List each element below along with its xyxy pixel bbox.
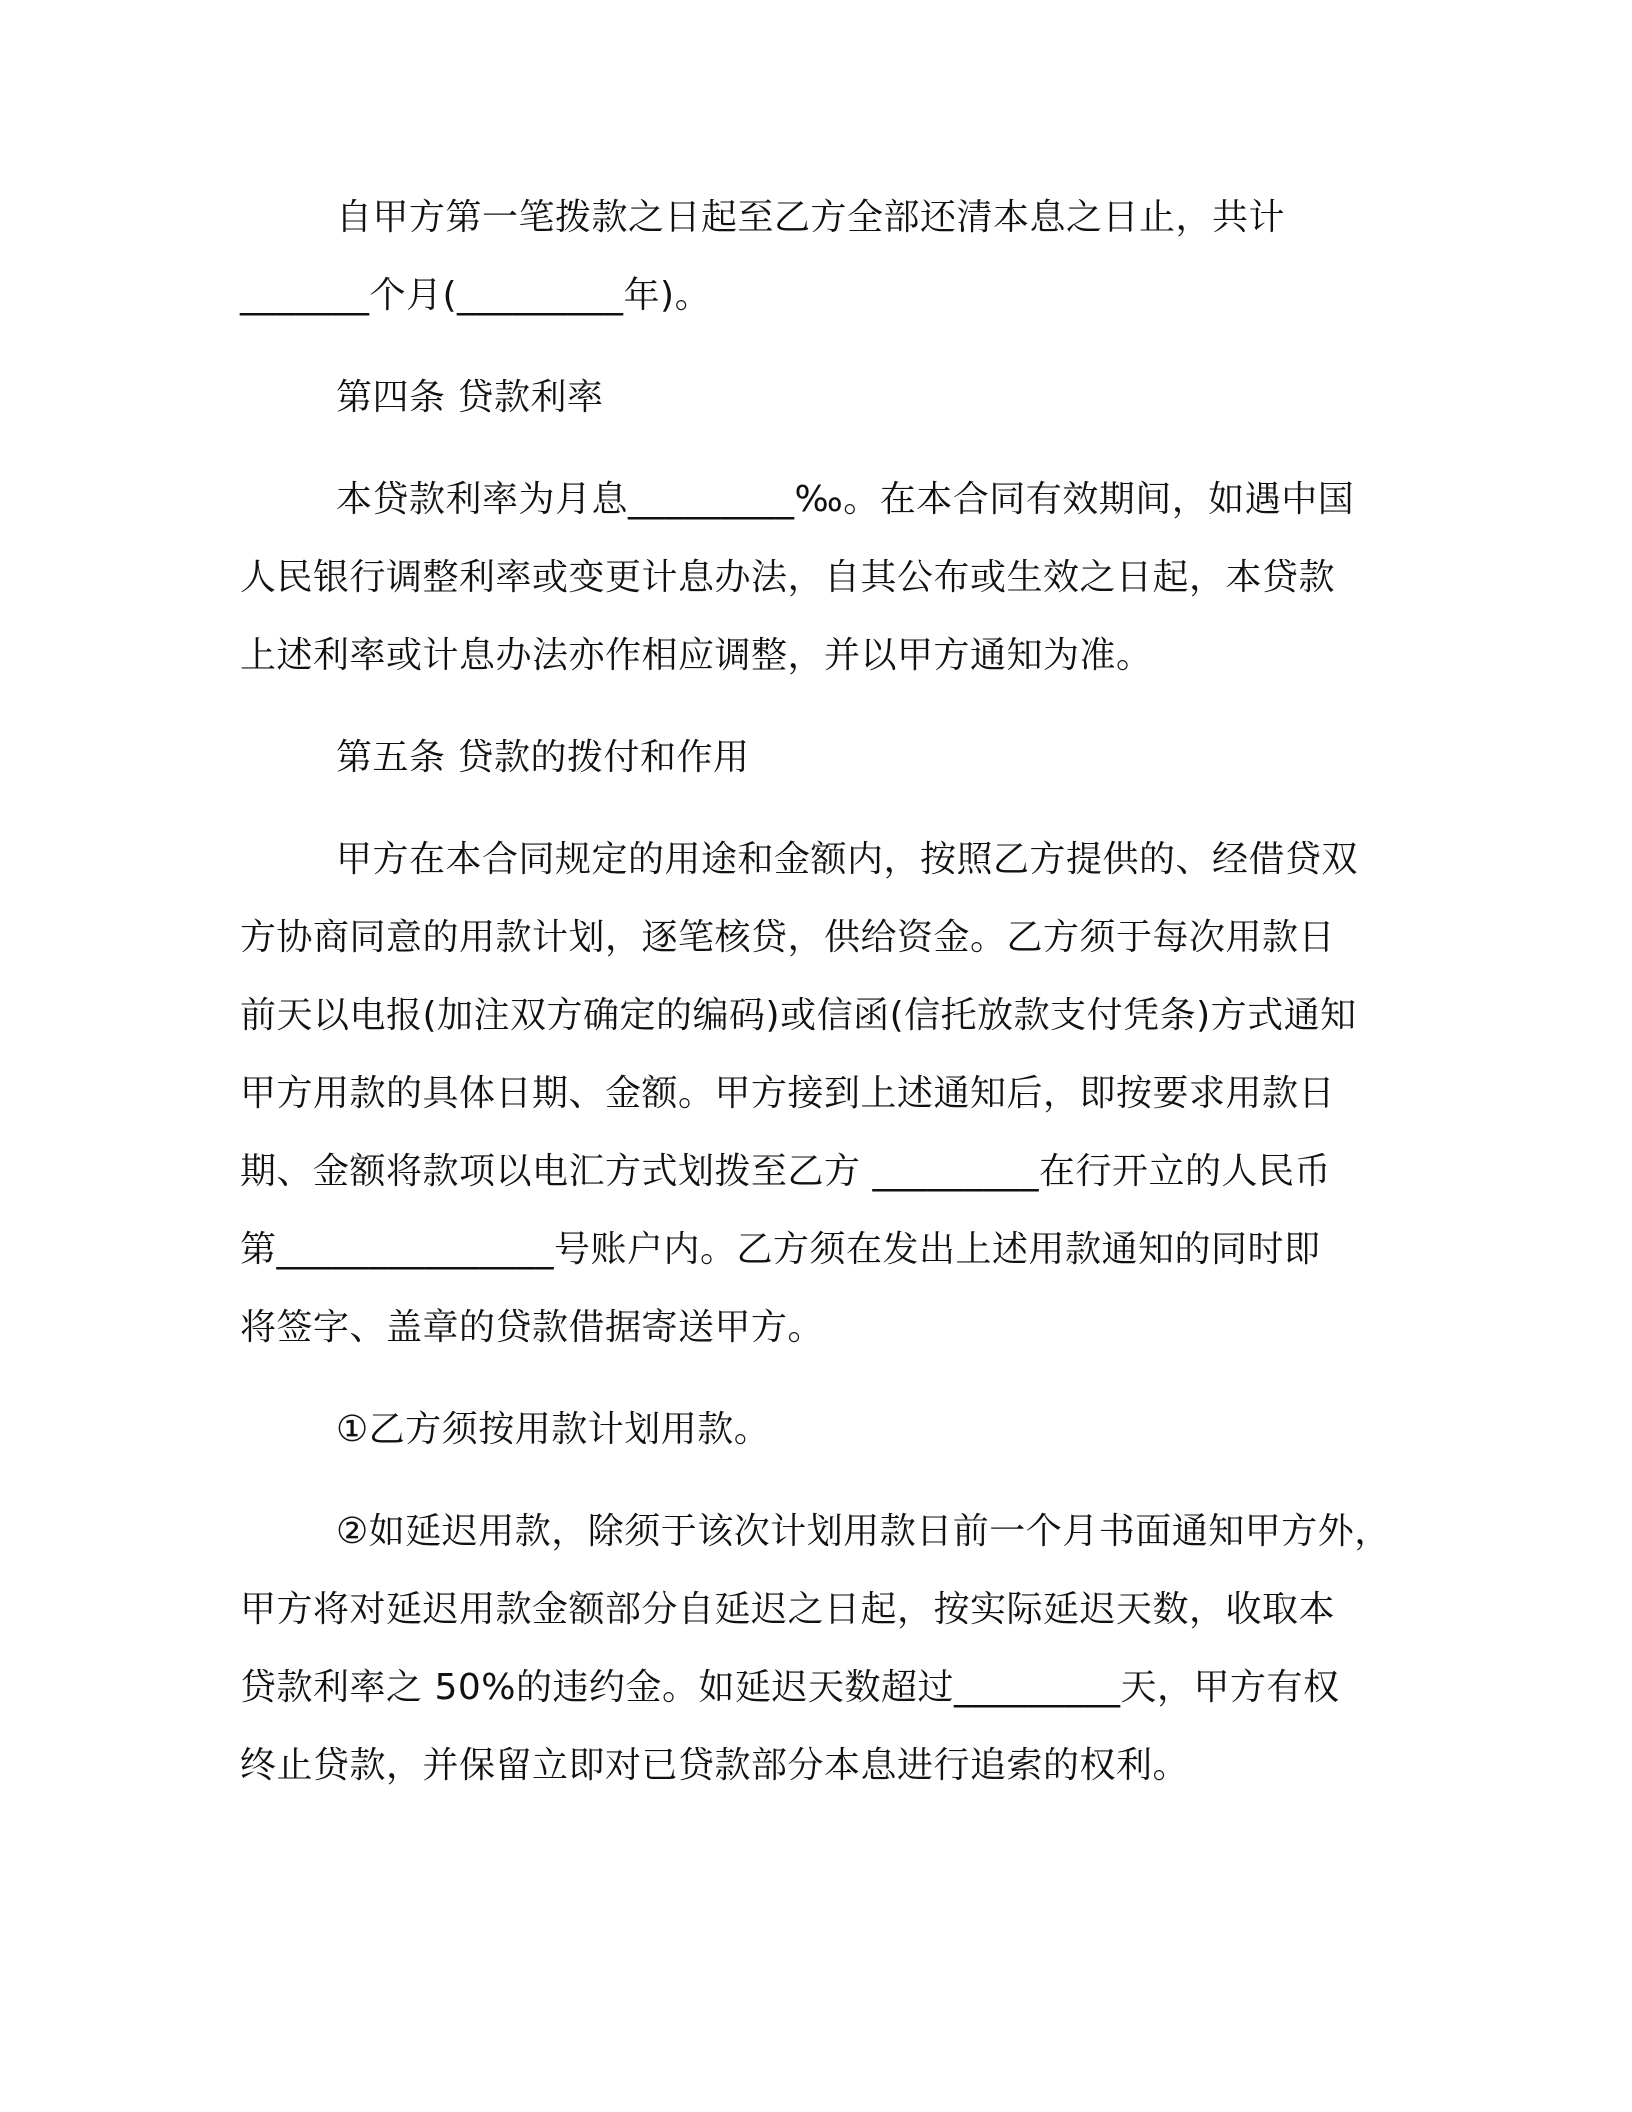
text-line-disbursement-1: 甲方在本合同规定的用途和金额内，按照乙方提供的、经借贷双 [336,839,1359,880]
clause-1-text: ①乙方须按用款计划用款。 [336,1409,771,1450]
text-line-disbursement-4: 甲方用款的具体日期、金额。甲方接到上述通知后，即按要求用款日 [240,1073,1336,1114]
text-line-term: 自甲方第一笔拨款之日起至乙方全部还清本息之日止，共计 [336,197,1286,238]
text-line-disbursement-7: 将签字、盖章的贷款借据寄送甲方。 [240,1307,825,1348]
text-line-disbursement-6: 第_______________号账户内。乙方须在发出上述用款通知的同时即 [240,1229,1321,1270]
text-line-disbursement-5: 期、金额将款项以电汇方式划拨至乙方 _________在行开立的人民币 [240,1151,1331,1192]
clause-2-text-3: 贷款利率之 50%的违约金。如延迟天数超过_________天，甲方有权 [240,1667,1340,1708]
clause-2-text-1: ②如延迟用款，除须于该次计划用款日前一个月书面通知甲方外， [336,1511,1391,1552]
clause-2-text-4: 终止贷款，并保留立即对已贷款部分本息进行追索的权利。 [240,1745,1190,1786]
text-line-interest-3: 上述利率或计息办法亦作相应调整，并以甲方通知为准。 [240,635,1153,676]
article-4-heading: 第四条 贷款利率 [336,377,604,418]
text-line-disbursement-2: 方协商同意的用款计划，逐笔核贷，供给资金。乙方须于每次用款日 [240,917,1336,958]
text-line-disbursement-3: 前天以电报(加注双方确定的编码)或信函(信托放款支付凭条)方式通知 [240,995,1357,1036]
text-line-interest-2: 人民银行调整利率或变更计息办法，自其公布或生效之日起，本贷款 [240,557,1336,598]
text-line-term-blanks: _______个月(_________年)。 [240,275,712,316]
text-line-interest-1: 本贷款利率为月息_________‰。在本合同有效期间，如遇中国 [336,479,1355,520]
clause-2-text-2: 甲方将对延迟用款金额部分自延迟之日起，按实际延迟天数，收取本 [240,1589,1336,1630]
article-5-heading: 第五条 贷款的拨付和作用 [336,737,750,778]
